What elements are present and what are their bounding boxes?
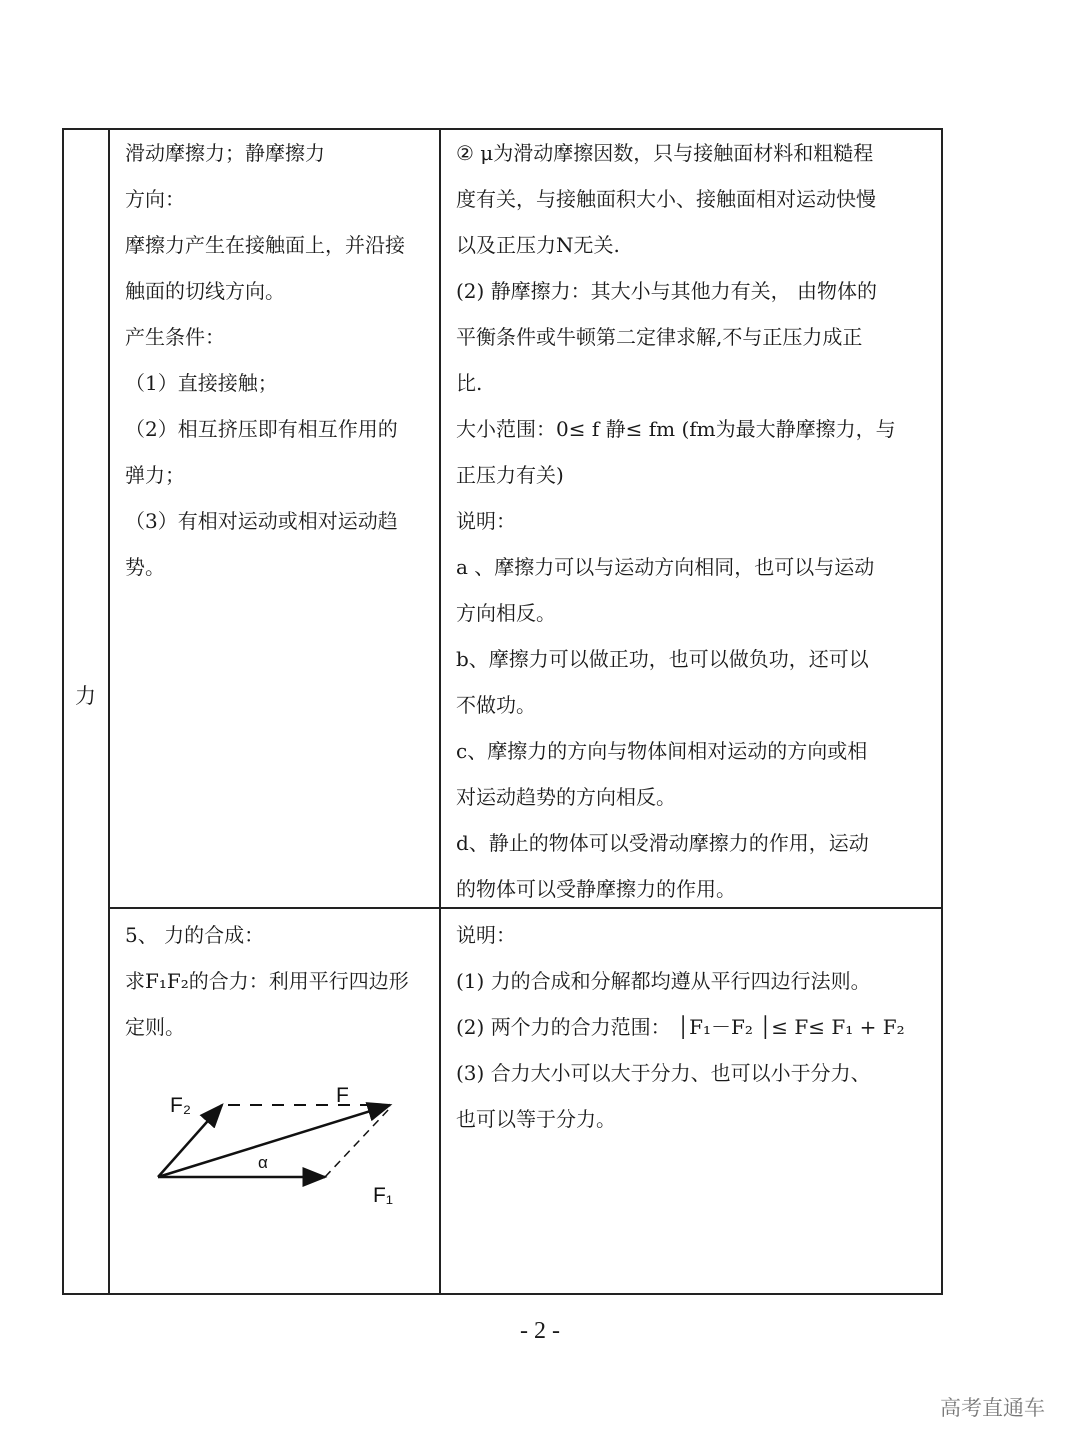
text-line: 度有关，与接触面积大小、接触面相对运动快慢: [456, 187, 876, 211]
text-line: (3) 合力大小可以大于分力、也可以小于分力、: [456, 1061, 871, 1085]
text-line: c、摩擦力的方向与物体间相对运动的方向或相: [456, 739, 868, 763]
text-line: 摩擦力产生在接触面上，并沿接: [125, 233, 405, 257]
text-line: ② μ为滑动摩擦因数，只与接触面材料和粗糙程: [456, 141, 874, 165]
text-line: 求F₁F₂的合力：利用平行四边形: [125, 969, 409, 993]
text-line: 的物体可以受静摩擦力的作用。: [456, 877, 736, 901]
page-number: - 2 -: [520, 1318, 560, 1344]
text-line: 方向：: [125, 187, 185, 211]
text-line: 以及正压力N无关.: [456, 233, 620, 257]
text-line: 大小范围：0≤ f 静≤ fm (fm为最大静摩擦力，与: [456, 417, 896, 441]
text-line: d、静止的物体可以受滑动摩擦力的作用，运动: [456, 831, 869, 855]
text-line: 正压力有关): [456, 463, 564, 487]
text-line: （1）直接接触；: [125, 371, 278, 395]
resultant-vector: [158, 1105, 390, 1177]
text-line: 定则。: [125, 1015, 185, 1039]
dashed-side: [325, 1108, 390, 1177]
text-line: (2) 静摩擦力：其大小与其他力有关， 由物体的: [456, 279, 878, 303]
f1-label: F₁: [373, 1184, 393, 1207]
text-line: 方向相反。: [456, 601, 556, 625]
composition-right-cell: [456, 912, 905, 1142]
text-line: 说明：: [456, 923, 516, 947]
text-line: 也可以等于分力。: [456, 1107, 616, 1131]
text-line: 5、 力的合成：: [125, 923, 265, 947]
friction-left-cell: [125, 130, 405, 590]
text-line: 平衡条件或牛顿第二定律求解,不与正压力成正: [456, 325, 863, 349]
text-line: 势。: [125, 555, 165, 579]
force-parallelogram-diagram: [140, 1070, 420, 1220]
f-label: F: [336, 1084, 349, 1107]
f2-label: F₂: [170, 1094, 191, 1117]
text-line: 不做功。: [456, 693, 536, 717]
text-line: 对运动趋势的方向相反。: [456, 785, 676, 809]
text-line: （3）有相对运动或相对运动趋: [125, 509, 398, 533]
text-line: 弹力；: [125, 463, 185, 487]
watermark: 高考直通车: [940, 1396, 1045, 1420]
friction-right-cell: [456, 130, 896, 912]
composition-left-cell: [125, 912, 409, 1050]
text-line: 产生条件：: [125, 325, 225, 349]
text-line: （2）相互挤压即有相互作用的: [125, 417, 398, 441]
text-line: (1) 力的合成和分解都均遵从平行四边行法则。: [456, 969, 871, 993]
alpha-label: α: [258, 1153, 268, 1172]
text-line: (2) 两个力的合力范围： │F₁－F₂ │≤ F≤ F₁ + F₂: [456, 1015, 905, 1039]
text-line: a 、摩擦力可以与运动方向相同，也可以与运动: [456, 555, 875, 579]
text-line: 比.: [456, 371, 483, 395]
text-line: 说明：: [456, 509, 516, 533]
text-line: b、摩擦力可以做正功，也可以做负功，还可以: [456, 647, 869, 671]
category-label: 力: [75, 684, 96, 708]
text-line: 触面的切线方向。: [125, 279, 285, 303]
text-line: 滑动摩擦力；静摩擦力: [125, 141, 325, 165]
